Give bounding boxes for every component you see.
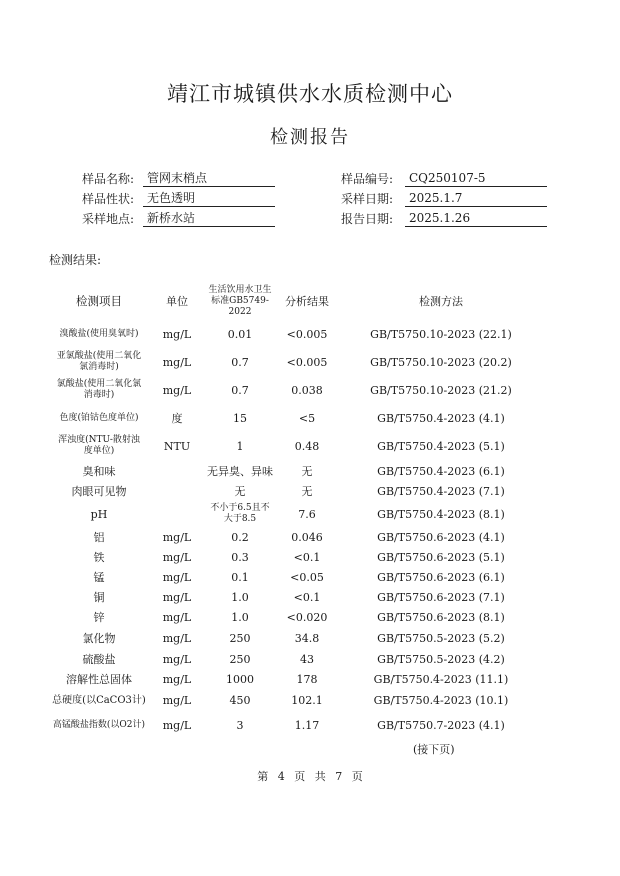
table-row: [0, 501, 620, 527]
row-standard: 0.1: [231, 570, 249, 584]
row-result: <0.005: [286, 327, 328, 341]
table-row: [0, 628, 620, 648]
row-unit: mg/L: [162, 590, 192, 604]
table-row: [0, 567, 620, 587]
row-method: GB/T5750.6-2023 (6.1): [377, 570, 505, 584]
row-unit: mg/L: [162, 570, 192, 584]
row-unit: NTU: [163, 439, 191, 453]
sample-name-value: 管网末梢点: [143, 170, 275, 187]
row-item: 铜: [93, 590, 105, 604]
meta-row-1: [0, 170, 620, 188]
row-method: GB/T5750.4-2023 (6.1): [377, 464, 505, 478]
row-unit: [156, 481, 198, 501]
row-method: GB/T5750.6-2023 (5.1): [377, 550, 505, 564]
meta-row-3: [0, 210, 620, 228]
row-unit: mg/L: [162, 530, 192, 544]
row-item: pH: [90, 507, 108, 521]
row-item: 亚氯酸盐(使用二氧化氯消毒时): [56, 351, 142, 372]
row-item: 铝: [93, 530, 105, 544]
table-row: [0, 377, 620, 403]
sample-state-label: 样品性状:: [81, 192, 134, 206]
row-standard: 无异臭、异味: [207, 464, 273, 478]
sample-name-label: 样品名称:: [81, 172, 134, 186]
row-item: 溴酸盐(使用臭氧时): [59, 328, 139, 339]
row-method: GB/T5750.6-2023 (8.1): [377, 610, 505, 624]
row-unit: mg/L: [162, 383, 192, 397]
sampling-date-value: 2025.1.7: [405, 190, 547, 207]
header-result: 分析结果: [285, 294, 329, 308]
table-row: [0, 349, 620, 375]
row-item: 硫酸盐: [82, 652, 116, 666]
table-row: [0, 433, 620, 459]
table-row: [0, 649, 620, 669]
row-standard: 3: [236, 718, 244, 732]
report-title: 检测报告: [270, 127, 350, 148]
row-result: <0.05: [290, 570, 324, 584]
row-item: 锰: [93, 570, 105, 584]
row-method: GB/T5750.10-2023 (22.1): [370, 327, 512, 341]
row-item: 浑浊度(NTU-散射浊度单位): [58, 435, 140, 456]
row-method: GB/T5750.10-2023 (21.2): [370, 383, 512, 397]
row-standard: 0.7: [231, 355, 249, 369]
row-unit: 度: [171, 411, 183, 425]
row-method: GB/T5750.5-2023 (4.2): [377, 652, 505, 666]
row-result: <0.020: [286, 610, 328, 624]
table-row: [0, 711, 620, 739]
row-standard: 250: [229, 631, 251, 645]
row-item: 溶解性总固体: [66, 672, 132, 686]
table-row: [0, 481, 620, 501]
row-unit: mg/L: [162, 672, 192, 686]
row-unit: [156, 501, 198, 527]
row-unit: mg/L: [162, 693, 192, 707]
row-method: GB/T5750.7-2023 (4.1): [377, 718, 505, 732]
row-unit: mg/L: [162, 327, 192, 341]
page-number: 第 4 页 共 7 页: [257, 770, 363, 783]
table-row: [0, 321, 620, 347]
organization-title: 靖江市城镇供水水质检测中心: [167, 82, 453, 106]
row-item: 锌: [93, 610, 105, 624]
report-date-label: 报告日期:: [340, 212, 393, 226]
row-result: 43: [300, 652, 314, 666]
row-standard: 1.0: [231, 610, 249, 624]
meta-row-2: [0, 190, 620, 208]
row-standard: 15: [233, 411, 247, 425]
table-row: [0, 690, 620, 710]
row-unit: mg/L: [162, 610, 192, 624]
row-result: 0.48: [294, 439, 320, 453]
row-item: 氯酸盐(使用二氧化氯消毒时): [56, 379, 142, 400]
row-method: GB/T5750.6-2023 (4.1): [377, 530, 505, 544]
row-method: GB/T5750.4-2023 (8.1): [377, 507, 505, 521]
table-row: [0, 405, 620, 431]
row-standard: 0.2: [231, 530, 249, 544]
row-item: 氯化物: [82, 631, 116, 645]
table-row: [0, 607, 620, 627]
row-standard: 1.0: [231, 590, 249, 604]
sample-state-value: 无色透明: [143, 190, 275, 207]
table-row: [0, 461, 620, 481]
table-row: [0, 669, 620, 689]
header-standard: 生活饮用水卫生标准GB5749-2022: [208, 284, 272, 317]
sampling-site-label: 采样地点:: [81, 212, 134, 226]
sample-no-label: 样品编号:: [340, 172, 393, 186]
row-result: <5: [298, 411, 316, 425]
header-unit: 单位: [166, 294, 188, 308]
row-result: <0.005: [286, 355, 328, 369]
sample-no-value: CQ250107-5: [405, 170, 547, 187]
row-unit: mg/L: [162, 631, 192, 645]
row-method: GB/T5750.10-2023 (20.2): [370, 355, 512, 369]
row-result: 34.8: [294, 631, 320, 645]
row-method: GB/T5750.5-2023 (5.2): [377, 631, 505, 645]
row-standard: 0.01: [227, 327, 253, 341]
row-result: 7.6: [298, 507, 316, 521]
row-method: GB/T5750.4-2023 (10.1): [373, 693, 509, 707]
row-method: GB/T5750.4-2023 (5.1): [377, 439, 505, 453]
row-result: 0.046: [291, 530, 323, 544]
row-standard: 0.7: [231, 383, 249, 397]
row-unit: mg/L: [162, 718, 192, 732]
row-result: <0.1: [293, 550, 321, 564]
row-result: 178: [296, 672, 318, 686]
sampling-site-value: 新桥水站: [143, 210, 275, 227]
row-method: GB/T5750.4-2023 (11.1): [373, 672, 509, 686]
row-result: 0.038: [291, 383, 323, 397]
table-header: [0, 282, 620, 320]
row-item: 高锰酸盐指数(以O2计): [52, 719, 146, 730]
row-unit: [156, 461, 198, 481]
row-result: 无: [301, 464, 313, 478]
report-date-value: 2025.1.26: [405, 210, 547, 227]
row-item: 铁: [93, 550, 105, 564]
row-standard: 无: [234, 484, 246, 498]
row-standard: 450: [229, 693, 251, 707]
row-result: 1.17: [294, 718, 320, 732]
table-row: [0, 587, 620, 607]
row-method: GB/T5750.4-2023 (4.1): [377, 411, 505, 425]
sampling-date-label: 采样日期:: [340, 192, 393, 206]
row-result: 无: [301, 484, 313, 498]
header-method: 检测方法: [419, 294, 463, 308]
row-standard: 0.3: [231, 550, 249, 564]
row-result: 102.1: [291, 693, 323, 707]
row-result: <0.1: [293, 590, 321, 604]
results-label: 检测结果:: [49, 253, 102, 267]
row-standard: 250: [229, 652, 251, 666]
row-unit: mg/L: [162, 652, 192, 666]
row-standard: 1: [236, 439, 244, 453]
row-unit: mg/L: [162, 355, 192, 369]
continued-note: (接下页): [413, 743, 455, 756]
row-standard: 1000: [226, 672, 254, 686]
row-unit: mg/L: [162, 550, 192, 564]
row-standard: 不小于6.5且不大于8.5: [210, 503, 270, 524]
table-row: [0, 527, 620, 547]
table-row: [0, 547, 620, 567]
row-item: 肉眼可见物: [71, 484, 127, 498]
row-item: 臭和味: [82, 464, 116, 478]
row-method: GB/T5750.6-2023 (7.1): [377, 590, 505, 604]
header-item: 检测项目: [76, 293, 122, 308]
row-item: 色度(铂钴色度单位): [59, 412, 139, 423]
row-method: GB/T5750.4-2023 (7.1): [377, 484, 505, 498]
row-item: 总硬度(以CaCO3计): [52, 694, 146, 706]
